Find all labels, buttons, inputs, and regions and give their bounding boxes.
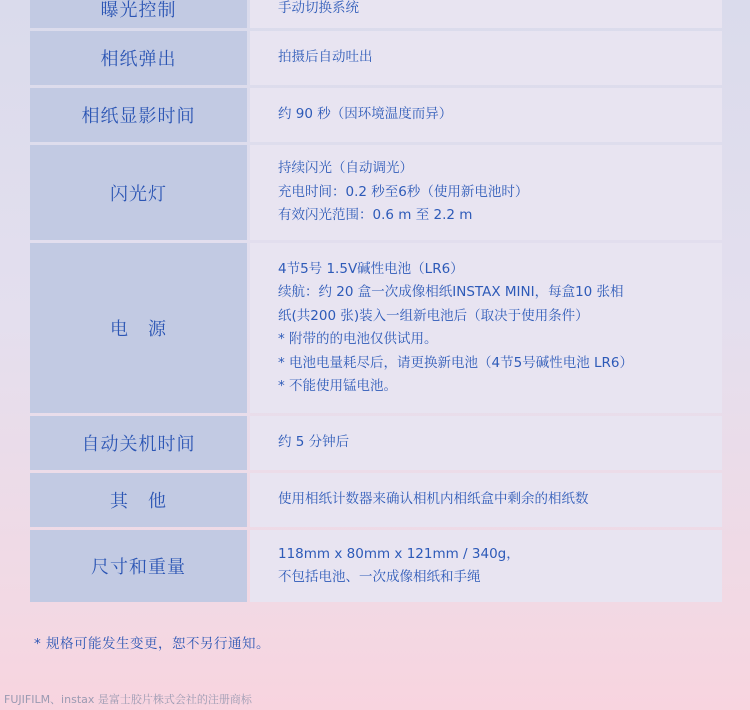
spec-row-exposure xyxy=(30,0,722,28)
spec-value xyxy=(250,31,722,85)
spec-value-line: 约 5 分钟后 xyxy=(278,434,350,451)
spec-value-line: 不包括电池、一次成像相纸和手绳 xyxy=(278,569,481,585)
spec-value-line: 118mm x 80mm x 121mm / 340g， xyxy=(278,545,520,562)
spec-value-line: 4节5号 1.5V碱性电池（LR6） xyxy=(278,260,464,277)
spec-value xyxy=(250,416,722,470)
spec-value-line: 使用相纸计数器来确认相机内相纸盒中剩余的相纸数 xyxy=(278,491,589,508)
spec-row-flash xyxy=(30,145,722,240)
spec-label: 曝光控制 xyxy=(30,0,247,28)
spec-label: 自动关机时间 xyxy=(30,416,247,470)
spec-value xyxy=(250,0,722,28)
trademark-notice: FUJIFILM、instax 是富士胶片株式会社的注册商标 xyxy=(4,693,252,706)
spec-row-other xyxy=(30,473,722,527)
spec-value-line: 充电时间：0.2 秒至6秒（使用新电池时） xyxy=(278,183,529,200)
spec-value-line: * 不能使用锰电池。 xyxy=(278,378,398,394)
spec-row-auto-off xyxy=(30,416,722,470)
spec-value-line: * 附带的的电池仅供试用。 xyxy=(278,331,438,347)
spec-value-line: 持续闪光（自动调光） xyxy=(278,160,413,177)
change-notice: * 规格可能发生变更，恕不另行通知。 xyxy=(34,636,271,652)
spec-row-size-weight xyxy=(30,530,722,602)
spec-row-power xyxy=(30,243,722,413)
spec-label: 闪光灯 xyxy=(30,145,247,240)
spec-value-line: 手动切换系统 xyxy=(278,0,359,17)
spec-value-line: 有效闪光范围：0.6 m 至 2.2 m xyxy=(278,207,473,224)
spec-label: 其 他 xyxy=(30,473,247,527)
spec-label: 电 源 xyxy=(30,243,247,413)
spec-label: 相纸显影时间 xyxy=(30,88,247,142)
spec-label: 相纸弹出 xyxy=(30,31,247,85)
spec-value xyxy=(250,88,722,142)
spec-value-line: 约 90 秒（因环境温度而异） xyxy=(278,106,453,123)
spec-row-film-eject xyxy=(30,31,722,85)
spec-table xyxy=(30,0,722,605)
spec-value-line: 拍摄后自动吐出 xyxy=(278,49,373,66)
spec-value xyxy=(250,530,722,602)
spec-value-line: 续航：约 20 盒一次成像相纸INSTAX MINI，每盒10 张相 xyxy=(278,284,624,300)
spec-label: 尺寸和重量 xyxy=(30,530,247,602)
spec-value xyxy=(250,243,722,413)
spec-value-line: * 电池电量耗尽后，请更换新电池（4节5号碱性电池 LR6） xyxy=(278,354,634,371)
spec-row-develop-time xyxy=(30,88,722,142)
spec-value-line: 纸(共200 张)装入一组新电池后（取决于使用条件） xyxy=(278,307,589,324)
spec-value xyxy=(250,145,722,240)
spec-value xyxy=(250,473,722,527)
